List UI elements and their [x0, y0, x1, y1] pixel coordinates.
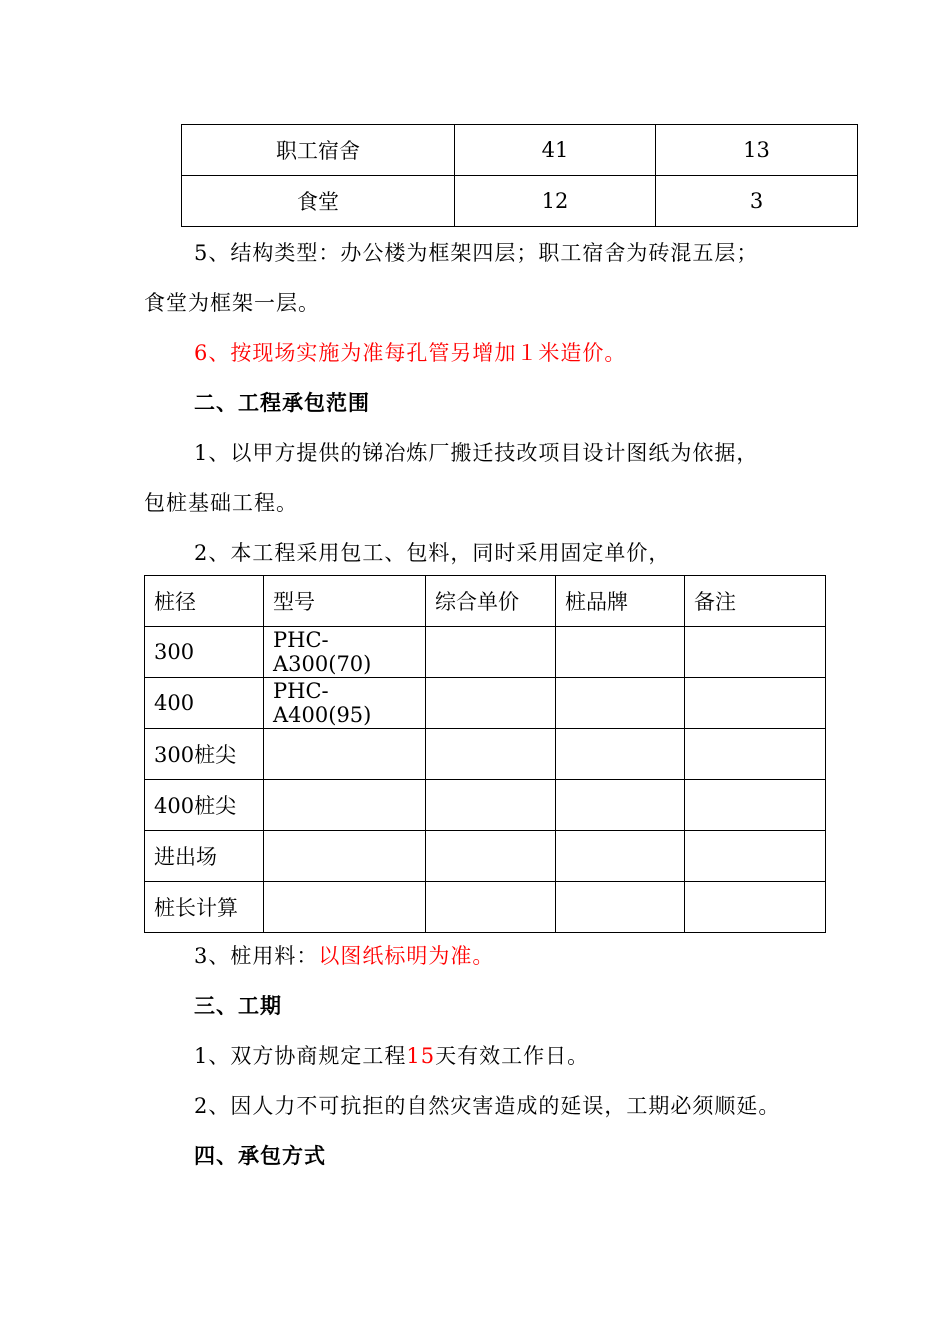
table-cell: 400: [145, 678, 264, 729]
table-row: [145, 729, 826, 780]
table-cell: [426, 780, 556, 831]
schedule-item2: 2、因人力不可抗拒的自然灾害造成的延误，工期必须顺延。: [194, 1094, 781, 1118]
table-cell: [685, 627, 826, 678]
table-cell: [685, 882, 826, 933]
table-cell: [426, 729, 556, 780]
column-header: 型号: [264, 576, 426, 627]
table-cell: 41: [455, 125, 656, 176]
table-cell: 12: [455, 176, 656, 227]
scope-item2: 2、本工程采用包工、包料，同时采用固定单价，: [194, 541, 671, 565]
column-header: 备注: [685, 576, 826, 627]
table-row: [145, 882, 826, 933]
section2-heading: 二、工程承包范围: [194, 390, 370, 415]
table-row: [182, 176, 858, 227]
table-cell: PHC-A400(95): [264, 678, 426, 729]
column-header: 桩径: [145, 576, 264, 627]
table-row: [145, 627, 826, 678]
column-header: 综合单价: [426, 576, 556, 627]
pile-price-table: [144, 575, 826, 933]
structure-type-line2: 食堂为框架一层。: [144, 291, 320, 315]
table-cell: [685, 780, 826, 831]
table-cell: 职工宿舍: [182, 125, 455, 176]
table-cell: [426, 678, 556, 729]
table-cell: [426, 627, 556, 678]
schedule-item1-prefix: 1、双方协商规定工程: [194, 1044, 407, 1068]
table-cell: [685, 729, 826, 780]
table-row: [145, 678, 826, 729]
schedule-item1-suffix: 天有效工作日。: [435, 1044, 590, 1068]
column-header: 桩品牌: [556, 576, 685, 627]
table-cell: [685, 678, 826, 729]
table-cell: [556, 627, 685, 678]
table-cell: 桩长计算: [145, 882, 264, 933]
table-cell: 400桩尖: [145, 780, 264, 831]
table-cell: 食堂: [182, 176, 455, 227]
table-cell: 进出场: [145, 831, 264, 882]
table-cell: 300: [145, 627, 264, 678]
table-cell: [426, 831, 556, 882]
pile-material-line: [194, 941, 494, 971]
table-cell: 13: [656, 125, 858, 176]
table-row: [145, 780, 826, 831]
table-cell: 3: [656, 176, 858, 227]
pile-material-note: 以图纸标明为准。: [318, 944, 495, 968]
table-cell: [426, 882, 556, 933]
table-header-row: [145, 576, 826, 627]
pipe-cost-note: 6、按现场实施为准每孔管另增加１米造价。: [194, 341, 627, 365]
table-cell: [556, 882, 685, 933]
schedule-days: 15: [406, 1044, 436, 1068]
table-cell: [264, 882, 426, 933]
table-cell: PHC-A300(70): [264, 627, 426, 678]
table-cell: [264, 831, 426, 882]
scope-item1-line1: 1、以甲方提供的锑冶炼厂搬迁技改项目设计图纸为依据，: [194, 441, 759, 465]
table-row: [182, 125, 858, 176]
table-cell: 300桩尖: [145, 729, 264, 780]
table-cell: [264, 729, 426, 780]
section3-heading: 三、工期: [194, 993, 282, 1018]
schedule-item1: [194, 1041, 589, 1071]
pile-material-label: 3、桩用料：: [194, 944, 319, 968]
scope-item1-line2: 包桩基础工程。: [144, 491, 298, 515]
table-cell: [556, 729, 685, 780]
table-cell: [556, 678, 685, 729]
table-cell: [556, 831, 685, 882]
table-cell: [556, 780, 685, 831]
table-row: [145, 831, 826, 882]
building-table: [181, 124, 858, 227]
table-cell: [264, 780, 426, 831]
table-cell: [685, 831, 826, 882]
structure-type-line1: 5、结构类型：办公楼为框架四层；职工宿舍为砖混五层；: [194, 241, 759, 265]
section4-heading: 四、承包方式: [194, 1143, 326, 1168]
